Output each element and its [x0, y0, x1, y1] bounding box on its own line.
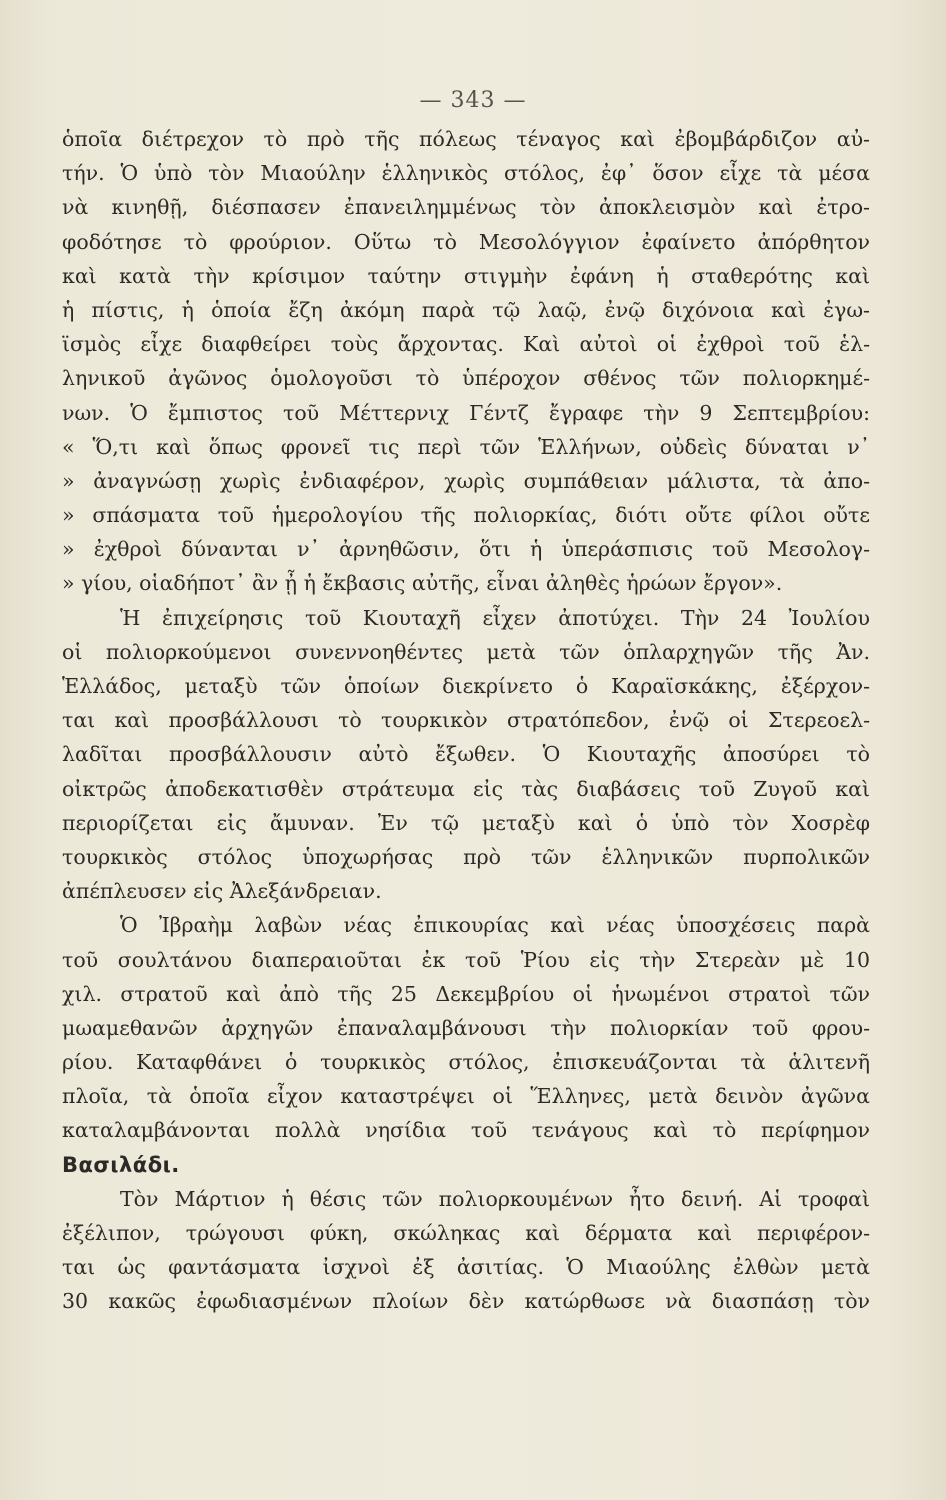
text-line: τήν. Ὁ ὑπὸ τὸν Μιαούλην ἑλληνικὸς στόλος, ἐφ᾽ ὅσον εἶχε τὰ μέσα: [62, 161, 870, 186]
text-line: καὶ κατὰ τὴν κρίσιμον ταύτην στιγμὴν ἐφάνη ἡ σταθερότης καὶ: [62, 263, 870, 288]
text-line: ϊσμὸς εἶχε διαφθείρει τοὺς ἄρχοντας. Καὶ αὐτοὶ οἱ ἐχθροὶ τοῦ ἑλ-: [62, 332, 870, 357]
text-line: χιλ. στρατοῦ καὶ ἀπὸ τῆς 25 Δεκεμβρίου οἱ ἡνωμένοι στρατοὶ τῶν: [62, 981, 870, 1006]
text-line: ἀπέπλευσεν εἰς Ἀλεξάνδρειαν.: [62, 879, 382, 904]
text-line: ὁποῖα διέτρεχον τὸ πρὸ τῆς πόλεως τέναγος καὶ ἐβομβάρδιζον αὐ-: [62, 127, 870, 151]
bold-heading-line: Βασιλάδι.: [62, 1152, 180, 1177]
text-line: λαδῖται προσβάλλουσιν αὐτὸ ἔξωθεν. Ὁ Κιουταχῆς ἀποσύρει τὸ: [62, 742, 870, 767]
text-line: πλοῖα, τὰ ὁποῖα εἶχον καταστρέψει οἱ Ἕλληνες, μετὰ δεινὸν ἀγῶνα: [62, 1084, 870, 1109]
text-line: οἰκτρῶς ἀποδεκατισθὲν στράτευμα εἰς τὰς διαβάσεις τοῦ Ζυγοῦ καὶ: [62, 776, 870, 801]
text-line: καταλαμβάνονται πολλὰ νησίδια τοῦ τενάγους καὶ τὸ περίφημον: [62, 1118, 870, 1143]
text-line: τουρκικὸς στόλος ὑποχωρήσας πρὸ τῶν ἑλληνικῶν πυρπολικῶν: [62, 844, 870, 869]
text-line: νὰ κινηθῇ, διέσπασεν ἐπανειλημμένως τὸν ἀποκλεισμὸν καὶ ἐτρο-: [62, 195, 870, 220]
text-line: » γίου, οἱαδήποτ᾽ ἂν ᾖ ἡ ἔκβασις αὐτῆς, εἶναι ἀληθὲς ἡρώων ἔργον».: [62, 571, 783, 596]
text-line: » ἐχθροὶ δύνανται ν᾽ ἀρνηθῶσιν, ὅτι ἡ ὑπεράσπισις τοῦ Μεσολογ-: [62, 537, 870, 562]
text-line: μωαμεθανῶν ἀρχηγῶν ἐπαναλαμβάνουσι τὴν πολιορκίαν τοῦ φρου-: [62, 1015, 870, 1040]
text-line: Ἑλλάδος, μεταξὺ τῶν ὁποίων διεκρίνετο ὁ Καραϊσκάκης, ἐξέρχον-: [62, 674, 870, 698]
text-line: Ἡ ἐπιχείρησις τοῦ Κιουταχῆ εἶχεν ἀποτύχει. Τὴν 24 Ἰουλίου: [120, 605, 870, 630]
text-line: » σπάσματα τοῦ ἡμερολογίου τῆς πολιορκίας, διότι οὔτε φίλοι οὔτε: [62, 503, 870, 528]
text-line: ται ὡς φαντάσματα ἰσχνοὶ ἐξ ἀσιτίας. Ὁ Μιαούλης ἐλθὼν μετὰ: [62, 1255, 870, 1280]
page-number: — 343 —: [419, 88, 527, 113]
text-line: Ὁ Ἰβραὴμ λαβὼν νέας ἐπικουρίας καὶ νέας ὑποσχέσεις παρὰ: [120, 913, 870, 938]
text-line: » ἀναγνώσῃ χωρὶς ἐνδιαφέρον, χωρὶς συμπάθειαν μάλιστα, τὰ ἀπο-: [62, 468, 870, 493]
text-line: 30 κακῶς ἐφωδιασμένων πλοίων δὲν κατώρθωσε νὰ διασπάσῃ τὸν: [62, 1289, 870, 1314]
text-line: ἐξέλιπον, τρώγουσι φύκη, σκώληκας καὶ δέρματα καὶ περιφέρον-: [62, 1221, 870, 1245]
text-line: νων. Ὁ ἔμπιστος τοῦ Μέττερνιχ Γέντζ ἔγραφε τὴν 9 Σεπτεμβρίου:: [62, 400, 870, 425]
text-line: ται καὶ προσβάλλουσι τὸ τουρκικὸν στρατόπεδον, ἐνῷ οἱ Στερεοελ-: [62, 708, 870, 733]
text-line: περιορίζεται εἰς ἄμυναν. Ἐν τῷ μεταξὺ καὶ ὁ ὑπὸ τὸν Χοσρὲφ: [62, 810, 870, 835]
text-line: οἱ πολιορκούμενοι συνεννοηθέντες μετὰ τῶν ὁπλαρχηγῶν τῆς Ἀν.: [62, 639, 870, 664]
text-line: ἡ πίστις, ἡ ὁποία ἔζη ἀκόμη παρὰ τῷ λαῷ, ἐνῷ διχόνοια καὶ ἐγω-: [62, 297, 870, 322]
text-line: ληνικοῦ ἀγῶνος ὁμολογοῦσι τὸ ὑπέροχον σθένος τῶν πολιορκημέ-: [62, 366, 870, 391]
body-text: [62, 122, 870, 1319]
text-line: « Ὅ,τι καὶ ὅπως φρονεῖ τις περὶ τῶν Ἑλλήνων, οὐδεὶς δύναται ν᾽: [62, 434, 870, 459]
text-line: φοδότησε τὸ φρούριον. Οὕτω τὸ Μεσολόγγιον ἐφαίνετο ἀπόρθητον: [62, 229, 870, 254]
text-line: ρίου. Καταφθάνει ὁ τουρκικὸς στόλος, ἐπισκευάζονται τὰ ἁλιτενῆ: [62, 1050, 870, 1075]
text-line: τοῦ σουλτάνου διαπεραιοῦται ἐκ τοῦ Ῥίου εἰς τὴν Στερεὰν μὲ 10: [62, 947, 870, 972]
text-line: Τὸν Μάρτιον ἡ θέσις τῶν πολιορκουμένων ἦτο δεινή. Αἱ τροφαὶ: [120, 1186, 870, 1211]
